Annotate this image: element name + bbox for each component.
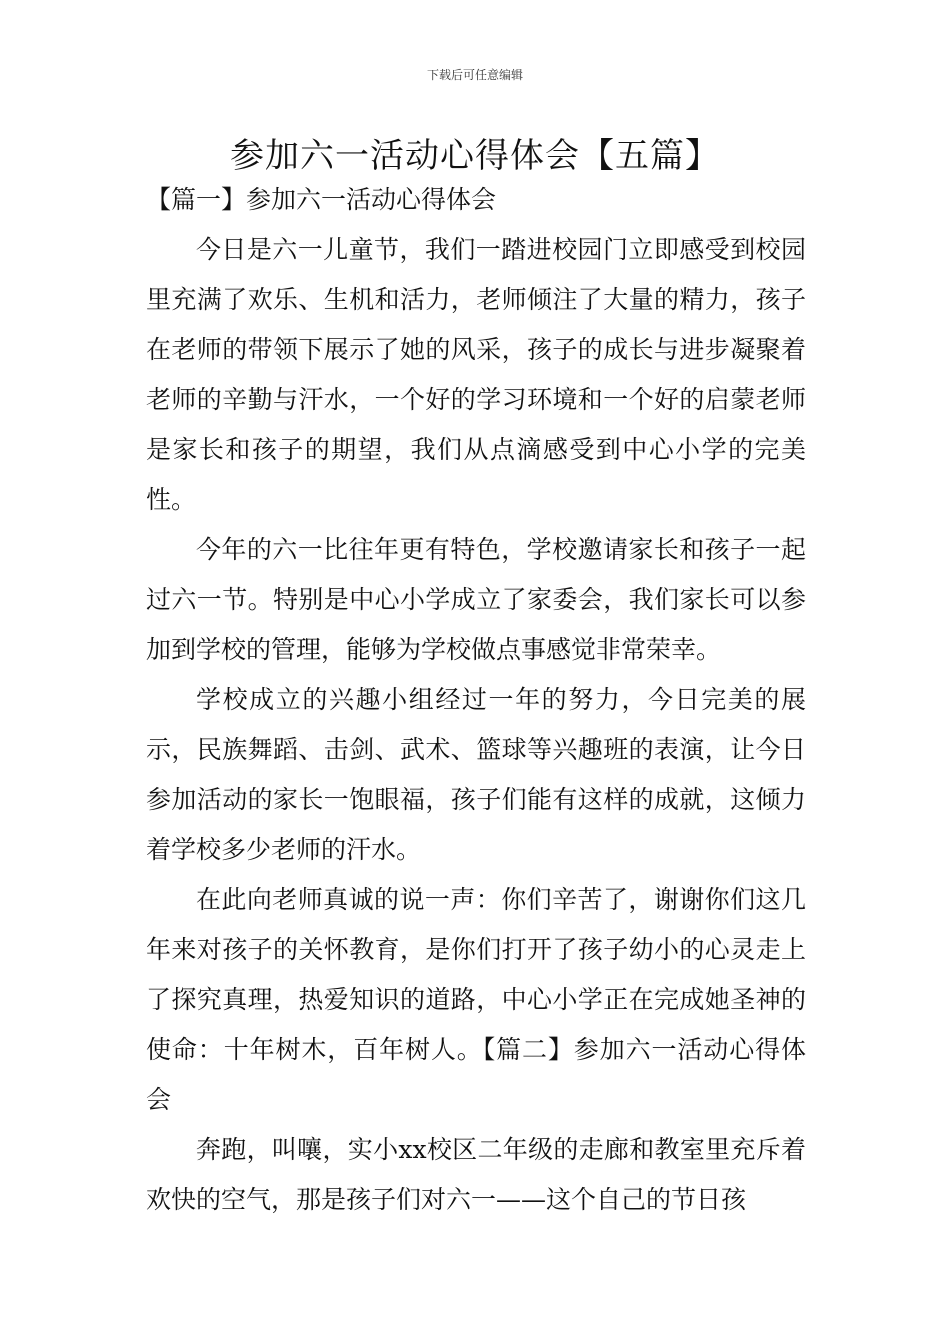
body-paragraph: 今日是六一儿童节，我们一踏进校园门立即感受到校园里充满了欢乐、生机和活力，老师倾注了大量的精力，孩子在老师的带领下展示了她的风采，孩子的成长与进步凝聚着老师的辛勤与汗水，一个好的学习环境和一个好的启蒙老师是家长和孩子的期望，我们从点滴感受到中心小学的完美性。 [146,235,806,514]
header-note: 下载后可任意编辑 [426,68,523,82]
body-paragraph: 学校成立的兴趣小组经过一年的努力，今日完美的展示，民族舞蹈、击剑、武术、篮球等兴趣班的表演，让今日参加活动的家长一饱眼福，孩子们能有这样的成就，这倾力着学校多少老师的汗水。 [146,685,806,864]
body-paragraph: 在此向老师真诚的说一声：你们辛苦了，谢谢你们这几年来对孩子的关怀教育，是你们打开了孩子幼小的心灵走上了探究真理，热爱知识的道路，中心小学正在完成她圣神的使命：十年树木，百年树人。【篇二】参加六一活动心得体会 [146,885,806,1114]
section-heading: 【篇一】参加六一活动心得体会 [146,185,497,214]
document-body [146,225,806,1225]
document-title: 参加六一活动心得体会【五篇】 [230,136,720,176]
body-paragraph: 今年的六一比往年更有特色，学校邀请家长和孩子一起过六一节。特别是中心小学成立了家委会，我们家长可以参加到学校的管理，能够为学校做点事感觉非常荣幸。 [146,535,806,664]
body-paragraph: 奔跑，叫嚷，实小xx校区二年级的走廊和教室里充斥着欢快的空气，那是孩子们对六一——这个自己的节日孩 [146,1135,806,1214]
